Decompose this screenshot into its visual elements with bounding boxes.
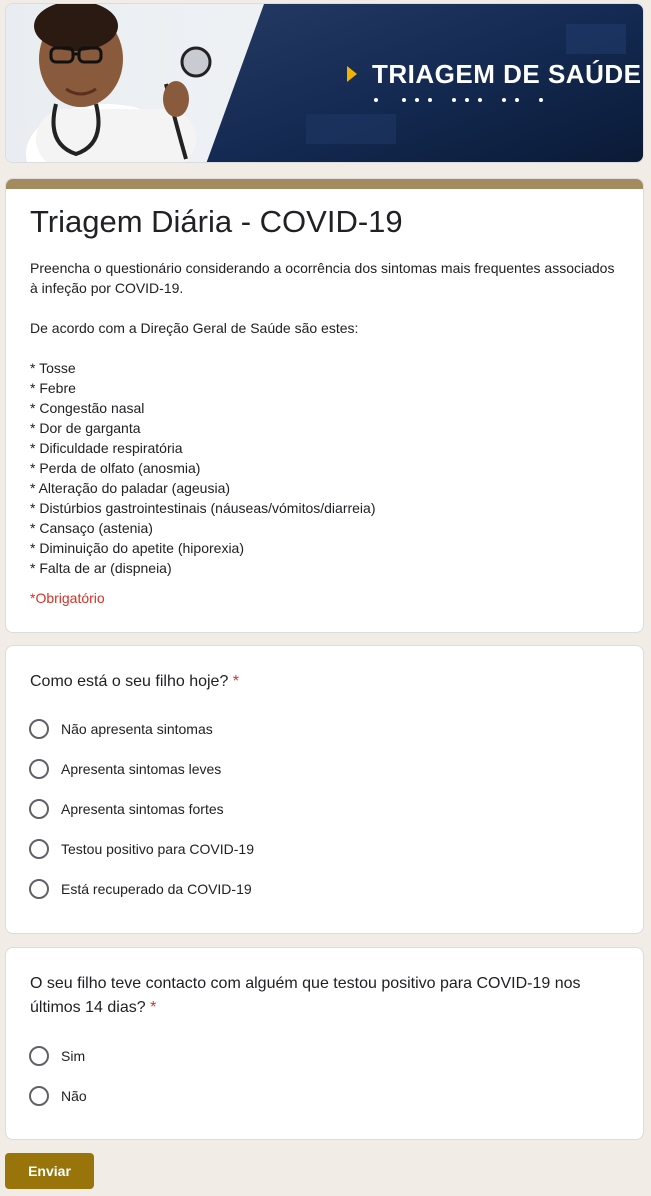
form-header-card bbox=[5, 178, 644, 633]
radio-option[interactable] bbox=[29, 757, 221, 781]
form-title: Triagem Diária - COVID-19 bbox=[30, 204, 403, 239]
dgs-text: De acordo com a Direção Geral de Saúde são estes: bbox=[30, 320, 359, 336]
play-arrow-icon bbox=[347, 66, 357, 82]
required-star: * bbox=[150, 999, 157, 1016]
question-text: Como está o seu filho hoje? bbox=[30, 673, 229, 690]
radio-option[interactable] bbox=[29, 837, 254, 861]
radio-option[interactable] bbox=[29, 1084, 87, 1108]
radio-button[interactable] bbox=[29, 799, 49, 819]
symptom-item: * Cansaço (astenia) bbox=[30, 520, 153, 536]
question-card-contact bbox=[5, 947, 644, 1140]
intro-text: Preencha o questionário considerando a ocorrência dos sintomas mais frequentes associados à infeção por COVID-19. bbox=[30, 260, 615, 296]
question-title bbox=[30, 670, 620, 694]
question-text: O seu filho teve contacto com alguém que testou positivo para COVID-19 nos últimos 14 dias? bbox=[30, 975, 581, 1016]
symptom-item: * Falta de ar (dispneia) bbox=[30, 560, 172, 576]
radio-button[interactable] bbox=[29, 719, 49, 739]
radio-button[interactable] bbox=[29, 1046, 49, 1066]
banner-title: TRIAGEM DE SAÚDE bbox=[372, 59, 642, 89]
option-label: Está recuperado da COVID-19 bbox=[61, 881, 252, 897]
option-label: Testou positivo para COVID-19 bbox=[61, 841, 254, 857]
option-label: Apresenta sintomas fortes bbox=[61, 801, 224, 817]
option-label: Sim bbox=[61, 1048, 86, 1064]
radio-button[interactable] bbox=[29, 759, 49, 779]
symptom-item: * Diminuição do apetite (hiporexia) bbox=[30, 540, 244, 556]
form-description bbox=[30, 258, 620, 578]
required-note: *Obrigatório bbox=[30, 590, 105, 606]
option-label: Não apresenta sintomas bbox=[61, 721, 213, 737]
radio-button[interactable] bbox=[29, 839, 49, 859]
symptom-item: * Dificuldade respiratória bbox=[30, 440, 183, 456]
radio-button[interactable] bbox=[29, 1086, 49, 1106]
symptom-item: * Alteração do paladar (ageusia) bbox=[30, 480, 231, 496]
accent-bar bbox=[6, 179, 643, 189]
symptom-item: * Febre bbox=[30, 380, 76, 396]
question-card-child-status bbox=[5, 645, 644, 934]
symptom-item: * Congestão nasal bbox=[30, 400, 145, 416]
symptom-item: * Dor de garganta bbox=[30, 420, 141, 436]
symptom-item: * Tosse bbox=[30, 360, 76, 376]
radio-option[interactable] bbox=[29, 717, 213, 741]
radio-button[interactable] bbox=[29, 879, 49, 899]
radio-option[interactable] bbox=[29, 1044, 85, 1068]
question-title bbox=[30, 972, 620, 1020]
symptom-item: * Perda de olfato (anosmia) bbox=[30, 460, 201, 476]
symptom-item: * Distúrbios gastrointestinais (náuseas/vómitos/diarreia) bbox=[30, 500, 376, 516]
option-label: Não bbox=[61, 1088, 87, 1104]
submit-button[interactable]: Enviar bbox=[5, 1153, 94, 1189]
option-label: Apresenta sintomas leves bbox=[61, 761, 222, 777]
radio-option[interactable] bbox=[29, 877, 252, 901]
required-star: * bbox=[232, 673, 240, 690]
header-banner bbox=[5, 3, 644, 163]
radio-option[interactable] bbox=[29, 797, 224, 821]
